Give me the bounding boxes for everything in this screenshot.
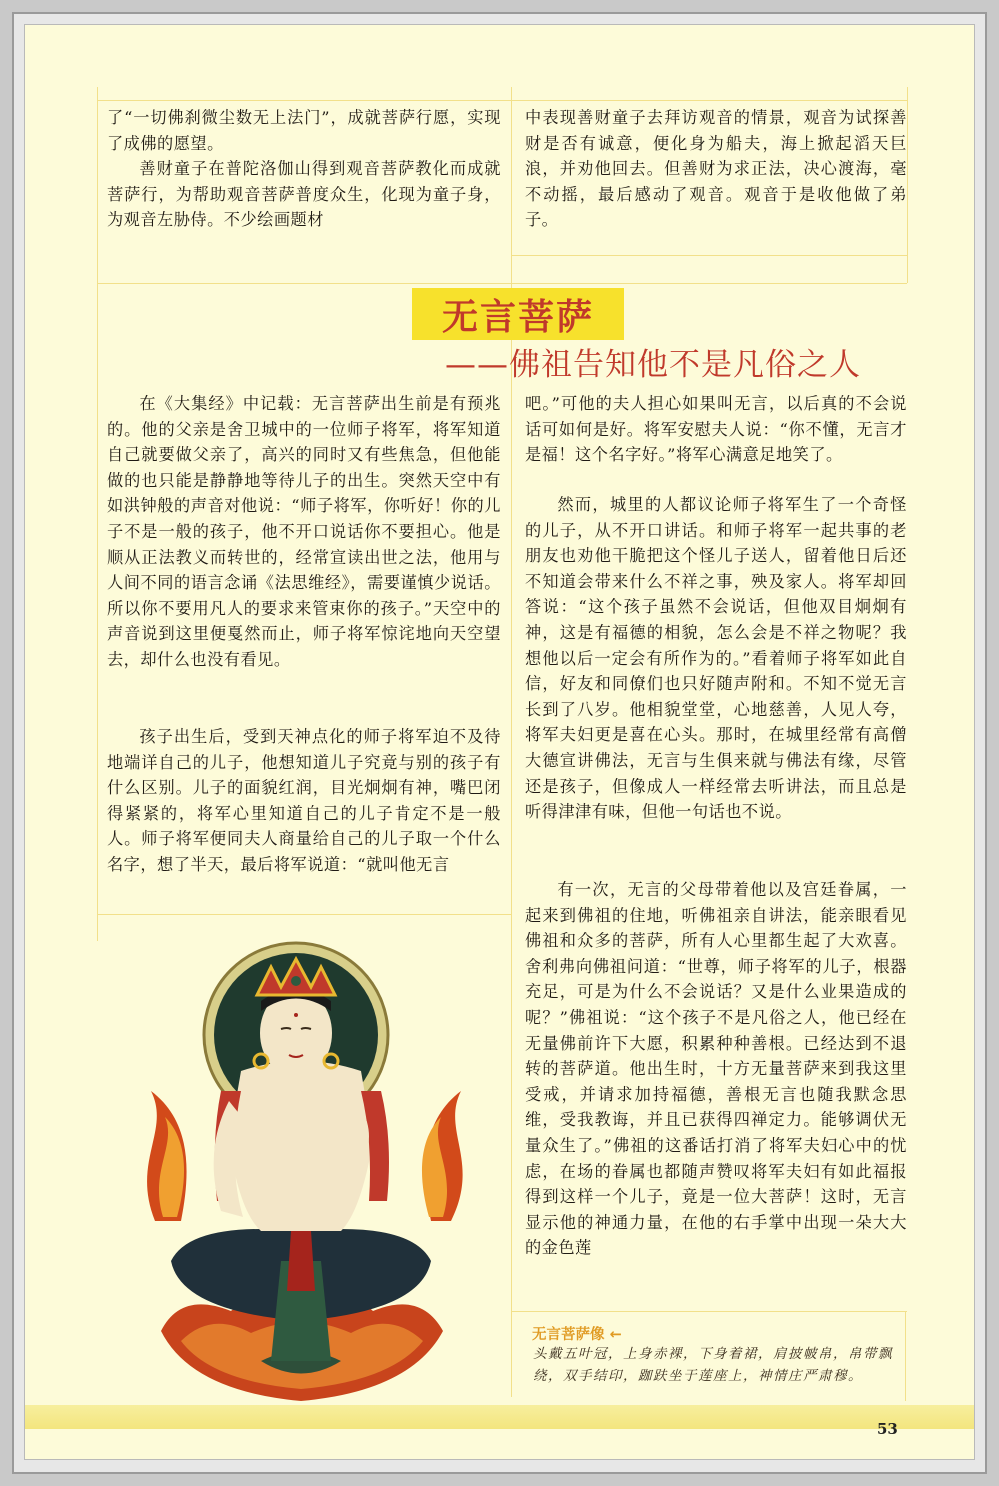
right-col-paragraph-1: 吧。”可他的夫人担心如果叫无言，以后真的不会说话可如何是好。将军安慰夫人说：“你不懂，无言才是福！这个名字好。”将军心满意足地笑了。 xyxy=(525,394,907,465)
right-col-paragraph-3: 有一次，无言的父母带着他以及宫廷眷属，一起来到佛祖的住地，听佛祖亲自讲法，能亲眼看见佛祖和众多的菩萨，所有人心里都生起了大欢喜。舍利弗向佛祖问道：“世尊，师子将军的儿子，根器充足，可是为什么不会说话？又是什么业果造成的呢？”佛祖说：“这个孩子不是凡俗之人，他已经在无量佛前许下大愿，积累种种善根。已经达到不退转的菩萨道。他出生时，十方无量菩萨来到我这里受戒，并请求加持福德，善根无言也随我默念思维，受我教诲，并且已获得四禅定力。能够调伏无量众生了。”佛祖的这番话打消了将军夫妇心中的忧虑，在场的眷属也都随声赞叹将军夫妇有如此福报得到这样一个儿子，竟是一位大菩萨！这时，无言显示他的神通力量，在他的右手掌中出现一朵大大的金色莲 xyxy=(525,880,907,1258)
left-col-bottom-rule xyxy=(97,914,511,915)
section-title: 无言菩萨 xyxy=(441,296,594,338)
top-left-text: 了“一切佛刹微尘数无上法门”，成就菩萨行愿，实现了成佛的愿望。 xyxy=(107,108,501,153)
page-number: 53 xyxy=(877,1420,898,1438)
bodhisattva-illustration xyxy=(111,931,531,1405)
caption-title: 无言菩萨像 ← xyxy=(532,1327,622,1343)
caption-text: 头戴五叶冠，上身赤裸，下身着裙，肩披帔帛，帛带飘绕，双手结印，跏趺坐于莲座上，神情庄严肃穆。 xyxy=(533,1346,893,1384)
left-col-paragraph-1: 在《大集经》中记载：无言菩萨出生前是有预兆的。他的父亲是舍卫城中的一位师子将军，将军知道自己就要做父亲了，高兴的同时又有些焦急，但他能做的也只能是静静地等待儿子的出生。突然天空中有如洪钟般的声音对他说：“师子将军，你听好！你的儿子不是一般的孩子，他不开口说话你不要担心。他是顺从正法教义而转世的，经常宣读出世之法，他用与人间不同的语言念诵《法思维经》，需要谨慎少说话。所以你不要用凡人的要求来管束你的孩子。”天空中的声音说到这里便戛然而止，师子将军惊诧地向天空望去，却什么也没有看见。 xyxy=(107,394,501,669)
top-right-rule xyxy=(511,255,907,256)
section-subtitle: ——佛祖告知他不是凡俗之人 xyxy=(445,347,861,383)
book-page xyxy=(24,24,975,1460)
title-box xyxy=(412,288,624,340)
right-col-paragraph-2: 然而，城里的人都议论师子将军生了一个奇怪的儿子，从不开口讲话。和师子将军一起共事的老朋友也劝他干脆把这个怪儿子送人，留着他日后还不知道会带来什么不祥之事，殃及家人。将军却回答说：“这个孩子虽然不会说话，但他双目炯炯有神，这是有福德的相貌，怎么会是不祥之物呢？我想他以后一定会有所作为的。”看着师子将军如此自信，好友和同僚们也只好随声附和。不知不觉无言长到了八岁。他相貌堂堂，心地慈善，人见人夸，将军夫妇更是喜在心头。那时，在城里经常有高僧大德宣讲佛法，无言与生俱来就与佛法有缘，尽管还是孩子，但像成人一样经常去听讲法，而且总是听得津津有味，但他一句话也不说。 xyxy=(525,495,907,822)
section-rule xyxy=(97,283,907,284)
top-left-text-2: 善财童子在普陀洛伽山得到观音菩萨教化而成就菩萨行，为帮助观音菩萨普度众生，化现为童子身，为观音左胁侍。不少绘画题材 xyxy=(107,159,501,230)
top-rule xyxy=(97,100,907,101)
left-col-paragraph-2: 孩子出生后，受到天神点化的师子将军迫不及待地端详自己的儿子，他想知道儿子究竟与别的孩子有什么区别。儿子的面貌红润，目光炯炯有神，嘴巴闭得紧紧的，将军心里知道自己的儿子肯定不是一般人。师子将军便同夫人商量给自己的儿子取一个什么名字，想了半天，最后将军说道：“就叫他无言 xyxy=(107,727,501,874)
right-rule-top xyxy=(907,87,908,283)
top-right-text: 中表现善财童子去拜访观音的情景，观音为试探善财是否有诚意，便化身为船夫，海上掀起滔天巨浪，并劝他回去。但善财为求正法，决心渡海，毫不动摇，最后感动了观音。观音于是收他做了弟子。 xyxy=(525,108,907,230)
caption-rule xyxy=(511,1311,907,1312)
left-rule xyxy=(97,87,98,941)
footer-band xyxy=(25,1405,974,1429)
